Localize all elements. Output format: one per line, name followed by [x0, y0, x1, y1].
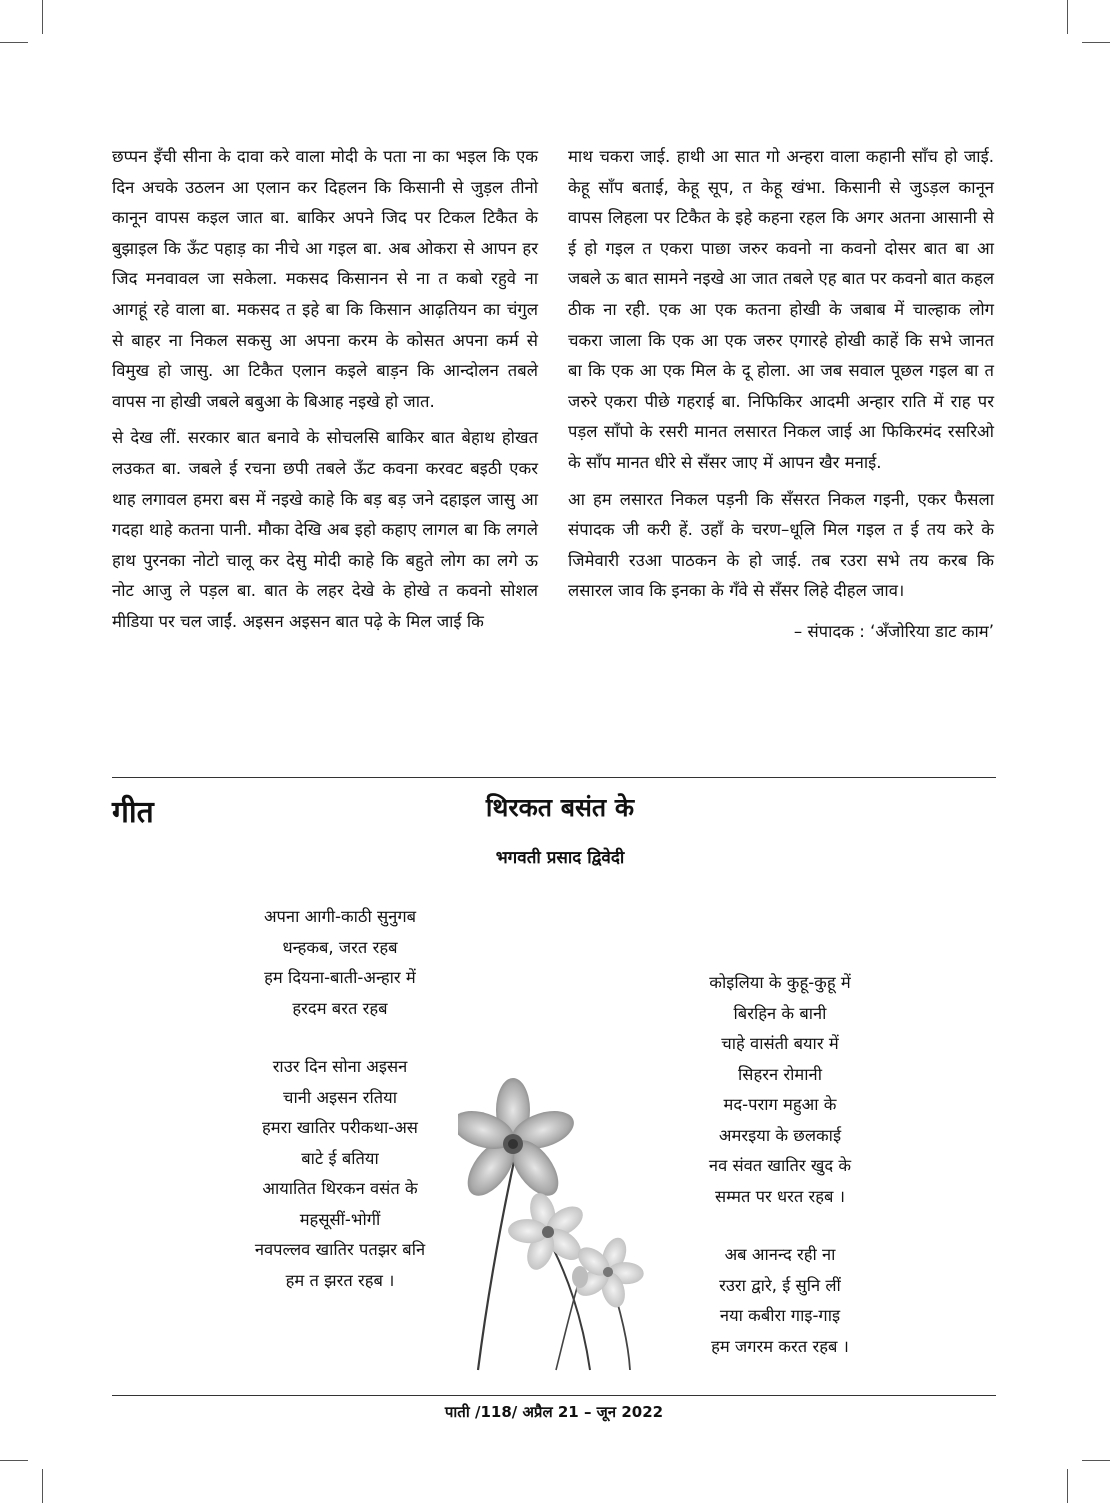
poem-line: रउरा द्वारे, ई सुनि लीं — [719, 1275, 841, 1295]
article-left-column — [112, 142, 538, 644]
poem-author: भगवती प्रसाद द्विवेदी — [495, 848, 625, 868]
poem-line: नव संवत खातिर खुद के — [708, 1156, 852, 1175]
poem-line: बिरहिन के बानी — [733, 1003, 827, 1023]
poem-line: नया कबीरा गाइ-गाइ — [719, 1306, 841, 1325]
article-right-column — [568, 142, 994, 648]
section-divider — [112, 777, 996, 778]
crop-mark — [1067, 0, 1068, 34]
paragraph: माथ चकरा जाई. हाथी आ सात गो अन्हरा वाला कहानी साँच हो जाई. केहू साँप बताई, केहू सूप, त केहू खंभा. किसानी से जुऽड़ल कानून वापस लिहला पर टिकैत के इहे कहना रहल कि अगर अतना आसानी से ई हो गइल त एकरा पाछा जरुर कवनो ना कवनो दोसर बात बा आ जबले ऊ बात सामने नइखे आ जात तबले एह बात पर कवनो बात कहल ठीक ना रही. एक आ एक कतना होखी के जबाब में चाल्हाक लोग चकरा जाला कि एक आ एक जरुर एगारहे होखी काहें कि सभे जानत बा कि एक आ एक मिल के दू होला. आ जब सवाल पूछल गइल बा त जरुरे एकरा पीछे गहराई बा. निफिकिर आदमी अन्हार राति में राह पर पड़ल साँपो के रसरी मानत लसारत निकल जाई आ फिकिरमंद रसरिओ के साँप मानत धीरे से सँसर जाए में आपन खैर मनाई. — [568, 147, 994, 472]
crop-mark — [1067, 1469, 1068, 1503]
flower-illustration — [458, 1072, 673, 1372]
crop-mark — [1082, 42, 1110, 43]
paragraph: आ हम लसारत निकल पड़नी कि सँसरत निकल गइनी, एकर फैसला संपादक जी करी हें. उहाँ के चरण–धूलि मिल गइल त ई तय करे के जिमेवारी रउआ पाठकन के हो जाई. तब रउरा सभे तय करब कि लसारल जाव कि इनका के गँवे से सँसर लिहे दीहल जाव। — [568, 489, 994, 601]
crop-mark — [42, 0, 43, 34]
crop-mark — [1082, 1460, 1110, 1461]
paragraph: से देख लीं. सरकार बात बनावे के सोचलसि बाकिर बात बेहाथ होखत लउकत बा. जबले ई रचना छपी तबले ऊँट कवना करवट बइठी एकर थाह लगावल हमरा बस में नइखे काहे कि बड़ बड़ जने दहाइल जासु आ गदहा थाहे कतना पानी. मौका देखि अब इहो कहाए लागल बा कि लगले हाथ पुरनका नोटो चालू कर देसु मोदी काहे कि बहुते लोग का लगे ऊ नोट आजु ले पड़ल बा. बात के लहर देखे के होखे त कवनो सोशल मीडिया पर चल जाईं. अइसन अइसन बात पढ़े के मिल जाई कि — [112, 428, 538, 631]
paragraph: छप्पन इँची सीना के दावा करे वाला मोदी के पता ना का भइल कि एक दिन अचके उठलन आ एलान कर दिहलन कि किसानी से जुड़ल तीनो कानून वापस कइल जात बा. बाकिर अपने जिद पर टिकल टिकैत के बुझाइल कि ऊँट पहाड़ का नीचे आ गइल बा. अब ओकरा से आपन हर जिद मनवावल जा सकेला. मकसद किसानन से ना त कबो रहुवे ना आगहूं रहे वाला बा. मकसद त इहे बा कि किसान आढ़तियन का चंगुल से बाहर ना निकल सकसु आ अपना करम के कोसत अपना कर्म से विमुख हो जासु. आ टिकैत एलान कइले बाड़न कि आन्दोलन तबले वापस ना होखी जबले बबुआ के बिआह नइखे हो जात. — [112, 147, 538, 411]
editor-signature: – संपादक : ‘अँजोरिया डाट काम’ — [793, 621, 994, 641]
stanza — [200, 1052, 480, 1296]
footer-divider — [112, 1395, 996, 1396]
poem-line: चानी अइसन रतिया — [283, 1087, 397, 1107]
stanza — [200, 902, 480, 1024]
crop-mark — [0, 42, 28, 43]
poem-line: धन्हकब, जरत रहब — [282, 937, 398, 957]
crop-mark — [42, 1469, 43, 1503]
poem-left-stanzas — [200, 902, 480, 1324]
stanza — [660, 968, 900, 1212]
poem-line: अब आनन्द रही ना — [724, 1245, 836, 1264]
stanza — [660, 1240, 900, 1362]
poem-title: थिरकत बसंत के — [485, 793, 635, 822]
poem-line: हम दियना-बाती-अन्हार में — [264, 968, 416, 987]
poem-line: चाहे वासंती बयार में — [721, 1034, 839, 1053]
poem-line: नवपल्लव खातिर पतझर बनि — [254, 1240, 426, 1259]
poem-line: हरदम बरत रहब — [292, 998, 388, 1018]
poem-line: हमरा खातिर परीकथा-अस — [262, 1118, 418, 1137]
poem-right-stanzas — [660, 968, 900, 1390]
poem-line: हम त झरत रहब । — [285, 1270, 395, 1290]
poem-line: अपना आगी-काठी सुनुगब — [263, 907, 417, 926]
poem-line: आयातित थिरकन वसंत के — [262, 1179, 418, 1198]
poem-line: हम जगरम करत रहब । — [711, 1336, 849, 1356]
poem-line: कोइलिया के कुहू-कुहू में — [709, 973, 851, 992]
poem-line: महसूसीं-भोगीं — [299, 1209, 381, 1229]
poem-line: मद-पराग महुआ के — [723, 1095, 837, 1114]
page-footer: पाती /118/ अप्रैल 21 – जून 2022 — [444, 1403, 664, 1421]
crop-mark — [0, 1460, 28, 1461]
poem-line: सिहरन रोमानी — [738, 1064, 822, 1084]
section-label: गीत — [112, 795, 154, 830]
poem-line: बाटे ई बतिया — [301, 1148, 379, 1168]
poem-line: सम्मत पर धरत रहब । — [715, 1186, 845, 1206]
poem-line: अमरइया के छलकाई — [718, 1125, 842, 1145]
poem-line: राउर दिन सोना अइसन — [272, 1057, 408, 1076]
